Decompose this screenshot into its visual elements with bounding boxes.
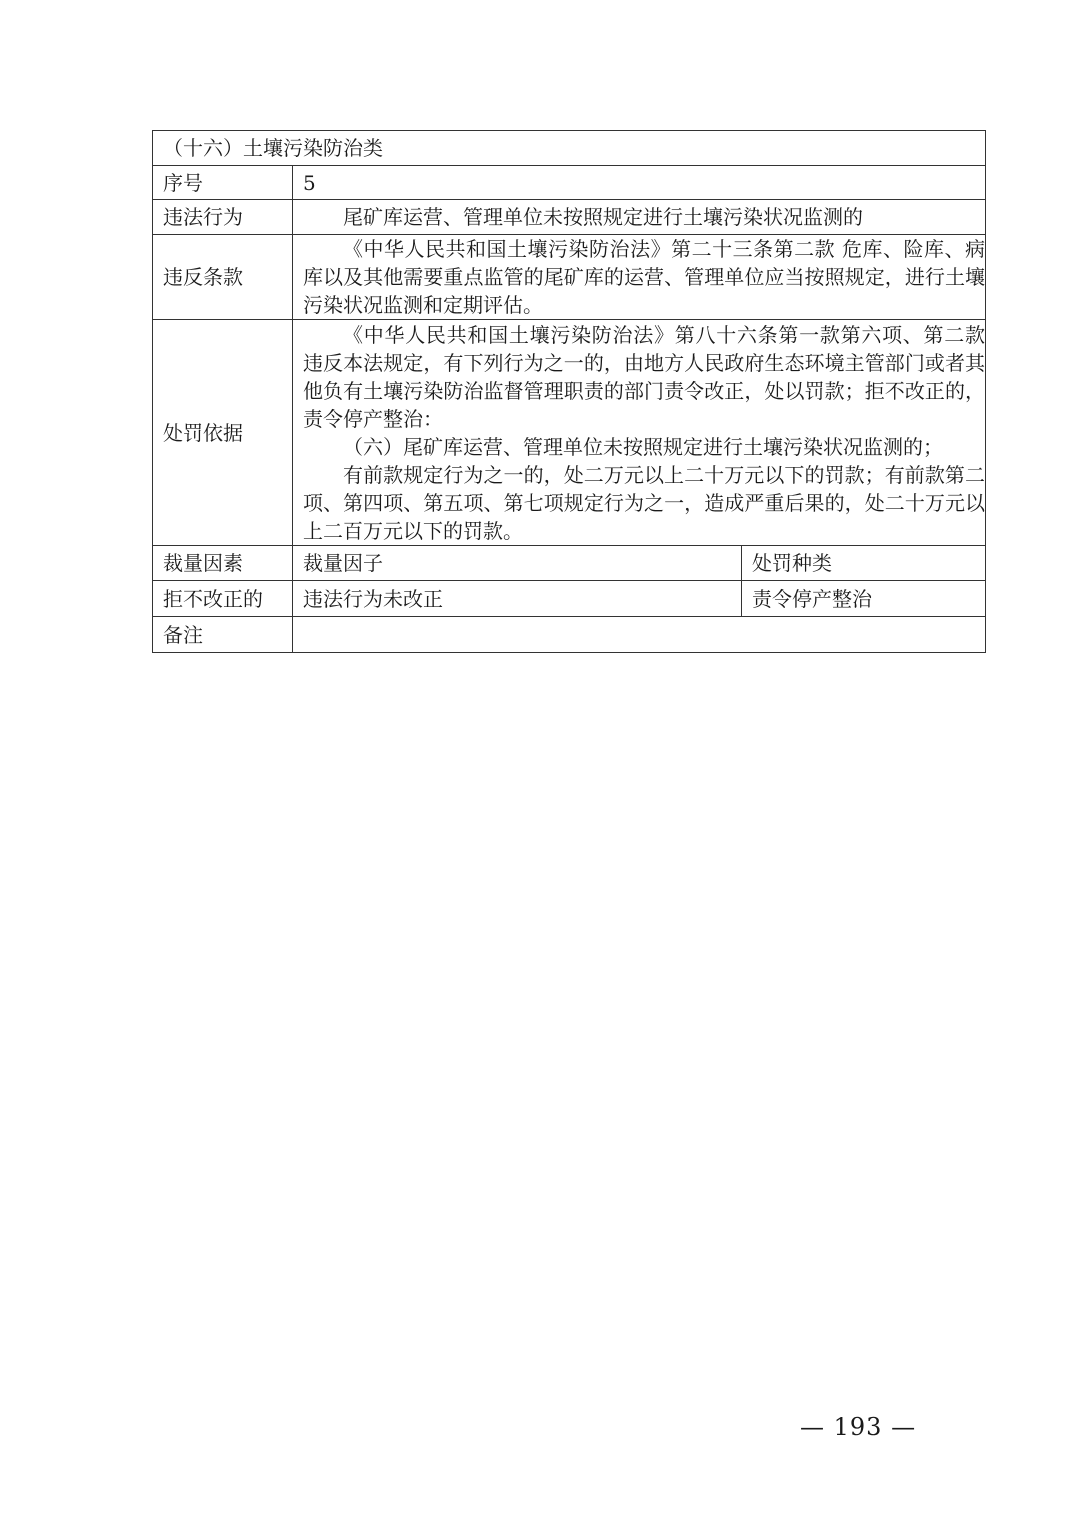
- subfactor-header: 裁量因子: [293, 546, 742, 581]
- remarks-label: 备注: [153, 617, 293, 653]
- basis-paragraph: 《中华人民共和国土壤污染防治法》第八十六条第一款第六项、第二款 违反本法规定，有下列行为之一的，由地方人民政府生态环境主管部门或者其他负有土壤污染防治监督管理职责的部门责令改正，处以罚款；拒不改正的，责令停产整治：: [303, 322, 985, 431]
- serial-value: 5: [293, 166, 986, 200]
- factor-header: 裁量因素: [153, 546, 293, 581]
- basis-paragraph: （六）尾矿库运营、管理单位未按照规定进行土壤污染状况监测的；: [343, 434, 943, 459]
- page-number: — 193 —: [800, 1413, 917, 1441]
- section-title: （十六）土壤污染防治类: [153, 131, 986, 166]
- provision-value: 《中华人民共和国土壤污染防治法》第二十三条第二款 危库、险库、病库以及其他需要重点监管的尾矿库的运营、管理单位应当按照规定，进行土壤污染状况监测和定期评估。: [293, 235, 986, 320]
- remarks-value: [293, 617, 986, 653]
- basis-paragraph: 有前款规定行为之一的，处二万元以上二十万元以下的罚款；有前款第二项、第四项、第五项、第七项规定行为之一，造成严重后果的，处二十万元以上二百万元以下的罚款。: [303, 462, 985, 543]
- violation-value: 尾矿库运营、管理单位未按照规定进行土壤污染状况监测的: [293, 200, 986, 235]
- refuse-factor: 违法行为未改正: [293, 581, 742, 617]
- violation-label: 违法行为: [153, 200, 293, 235]
- refuse-label: 拒不改正的: [153, 581, 293, 617]
- refuse-penalty: 责令停产整治: [742, 581, 986, 617]
- basis-value: [293, 320, 986, 546]
- penalty-type-header: 处罚种类: [742, 546, 986, 581]
- serial-label: 序号: [153, 166, 293, 200]
- basis-label: 处罚依据: [153, 320, 293, 546]
- provision-label: 违反条款: [153, 235, 293, 320]
- penalty-table: [152, 130, 986, 653]
